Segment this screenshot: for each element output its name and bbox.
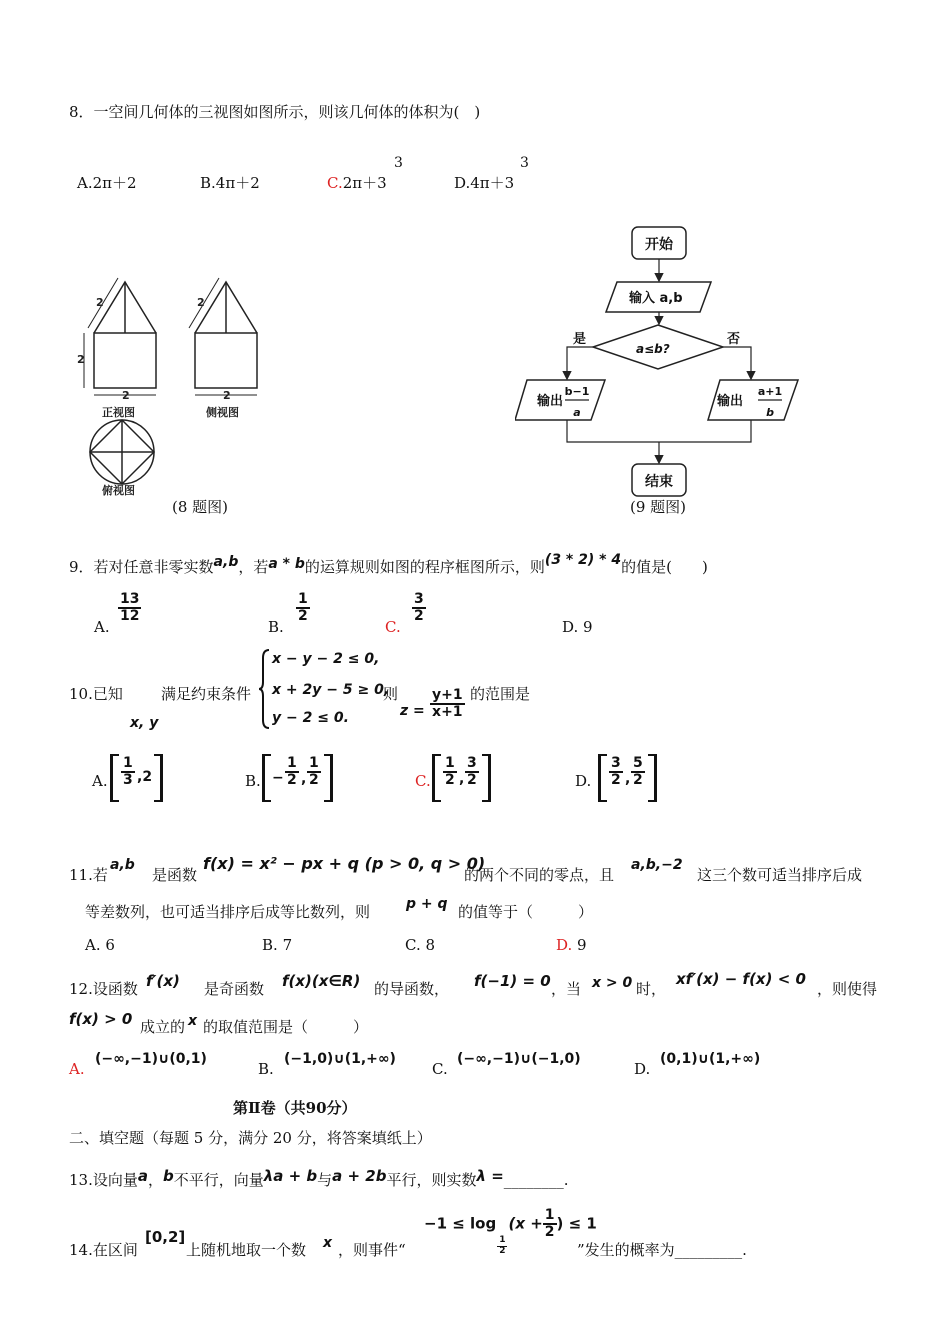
q9-option-c-frac: $\frac{3}{2}$ (414, 591, 424, 625)
q9-option-b-letter: B. (268, 618, 284, 636)
q12-inequality: xf′(x) − f(x) < 0 (676, 970, 806, 988)
q14-x: x (323, 1235, 333, 1251)
flowchart-figure (515, 222, 815, 502)
front-view-label: 正视图 (102, 406, 135, 419)
q12-fx-gt0: f(x) > 0 (69, 1010, 133, 1028)
q13-stem: 13.设向量a，b不平行，向量λa + b与a + 2b平行，则实数λ =________. (69, 1167, 569, 1189)
flow-input: 输入 a,b (629, 291, 683, 306)
q11-line2-end: 的值等于（ ） (458, 903, 594, 921)
front-height-label: 2 (77, 353, 85, 366)
q14-event: −1 ≤ log $\frac{1}{2}$ (x + $\frac{1}{2}$ ) ≤ 1 (424, 1207, 597, 1256)
q12-then-text: ，则使得 (817, 980, 878, 998)
q11-pq: p + q (406, 896, 448, 912)
flow-right-numerator: a+1 (757, 385, 783, 398)
q10-vars: x, y (130, 715, 159, 731)
front-width-label: 2 (122, 389, 130, 402)
side-width-label: 2 (223, 389, 231, 402)
q8-c-superscript: 3 (394, 155, 403, 171)
q9-stem: 9．若对任意非零实数a,b，若a * b的运算规则如图的程序框图所示，则(3 * 2) * 4的值是( ) (69, 552, 708, 576)
three-view-figure (70, 270, 270, 505)
q10-z: z = (400, 703, 425, 719)
q8-option-d: D.4π＋3 (454, 174, 515, 192)
top-view-label: 俯视图 (102, 484, 135, 497)
q10-option-c: $\frac{1}{2}$ , $\frac{3}{2}$ (432, 754, 492, 802)
flow-start: 开始 (645, 237, 673, 253)
part2-heading: 第Ⅱ卷（共90分） (233, 1099, 357, 1117)
q12-odd-text: 是奇函数 (204, 980, 265, 998)
q11-zeros-text: 的两个不同的零点，且 (464, 866, 615, 884)
q10-z-frac: $\frac{y+1}{x+1}$ (432, 687, 463, 721)
q12-fprime: f′(x) (146, 972, 180, 990)
q10-option-a-letter: A. (92, 772, 108, 790)
q12-option-a-letter: A. (69, 1060, 85, 1078)
q10-option-b: − $\frac{1}{2}$ , $\frac{1}{2}$ (262, 754, 334, 802)
side-view-label: 侧视图 (206, 406, 239, 419)
q10-constraint-1: x − y − 2 ≤ 0, (272, 651, 380, 667)
side-slant-label: 2 (197, 296, 205, 309)
q10-constraint-text: 满足约束条件 (161, 685, 252, 703)
q11-option-c: C. 8 (405, 936, 436, 954)
q14-prefix: 14.在区间 (69, 1241, 138, 1259)
q10-prefix: 10.已知 (69, 685, 123, 703)
q10-then: 则 (383, 685, 399, 703)
q8-stem: 8．一空间几何体的三视图如图所示，则该几何体的体积为( ) (69, 103, 481, 121)
flow-no: 否 (727, 332, 741, 347)
q12-time-text: 时， (636, 980, 667, 998)
q12-fxr: f(x)(x∈R) (282, 972, 361, 990)
q9-option-d: D. 9 (562, 618, 593, 636)
q12-option-b: (−1,0)∪(1,+∞) (284, 1051, 396, 1067)
q10-option-b-letter: B. (245, 772, 261, 790)
q9-option-a-letter: A. (94, 618, 110, 636)
flow-yes: 是 (573, 332, 587, 347)
section2-heading: 二、填空题（每题 5 分，满分 20 分，将答案填纸上） (69, 1129, 432, 1147)
q14-event-open: ，则事件“ (338, 1241, 406, 1259)
q10-option-a: $\frac{1}{3}$ ,2 (110, 754, 162, 802)
flow-end: 结束 (645, 474, 673, 490)
q11-prefix: 11.若 (69, 866, 108, 884)
q14-event-close: ”发生的概率为_________. (577, 1241, 747, 1259)
q9-option-b-frac: $\frac{1}{2}$ (298, 591, 308, 625)
q12-prefix: 12.设函数 (69, 980, 138, 998)
q10-option-c-letter: C. (415, 772, 431, 790)
flow-condition: a≤b? (636, 342, 670, 356)
q11-option-b: B. 7 (262, 936, 293, 954)
q10-constraint-2: x + 2y − 5 ≥ 0, (272, 682, 390, 698)
q12-option-c-letter: C. (432, 1060, 448, 1078)
flow-left-denominator: a (573, 406, 581, 419)
q9-figure-caption: (9 题图) (630, 498, 687, 516)
q11-func-text: 是函数 (152, 866, 198, 884)
q12-deriv-text: 的导函数， (374, 980, 450, 998)
q12-option-b-letter: B. (258, 1060, 274, 1078)
q11-option-a: A. 6 (85, 936, 115, 954)
q10-option-d: $\frac{3}{2}$ , $\frac{5}{2}$ (598, 754, 658, 802)
q12-f-neg1: f(−1) = 0 (474, 972, 551, 990)
q12-x: x (188, 1013, 198, 1029)
flow-right-output-label: 输出 (717, 394, 744, 409)
q8-option-a: A.2π＋2 (77, 174, 137, 192)
q11-function: f(x) = x² − px + q (p > 0, q > 0) (203, 854, 486, 873)
q12-x-gt0: x > 0 (592, 975, 633, 991)
q12-option-a: (−∞,−1)∪(0,1) (95, 1051, 207, 1067)
front-slant-label: 2 (96, 296, 104, 309)
q10-constraint-3: y − 2 ≤ 0. (272, 710, 349, 726)
q12-when-text: ，当 (551, 980, 582, 998)
q12-option-d-letter: D. (634, 1060, 651, 1078)
q11-abm2: a,b,−2 (631, 857, 683, 873)
q12-range-text: 的取值范围是（ ） (203, 1018, 369, 1036)
q8-option-c: C.2π＋3 (327, 174, 387, 192)
q14-take-text: 上随机地取一个数 (186, 1241, 307, 1259)
q10-system-brace (258, 648, 270, 730)
q10-option-d-letter: D. (575, 772, 592, 790)
q12-option-c: (−∞,−1)∪(−1,0) (457, 1051, 581, 1067)
q9-option-c-letter: C. (385, 618, 401, 636)
q11-ab: a,b (110, 857, 135, 873)
q11-line2: 等差数列，也可适当排序后成等比数列，则 (85, 903, 371, 921)
q11-option-d: D. 9 (556, 936, 587, 954)
q8-figure-caption: (8 题图) (172, 498, 229, 516)
q10-range-text: 的范围是 (470, 685, 531, 703)
flow-left-output-label: 输出 (537, 394, 564, 409)
q8-d-superscript: 3 (520, 155, 529, 171)
q12-option-d: (0,1)∪(1,+∞) (660, 1051, 761, 1067)
q11-order-text: 这三个数可适当排序后成 (697, 866, 863, 884)
q14-interval: [0,2] (145, 1228, 186, 1246)
q8-option-b: B.4π＋2 (200, 174, 260, 192)
flow-left-numerator: b−1 (564, 385, 590, 398)
q9-option-a-frac: $\frac{13}{12}$ (120, 591, 140, 625)
q12-hold-text: 成立的 (140, 1018, 186, 1036)
flow-right-denominator: b (766, 406, 774, 419)
